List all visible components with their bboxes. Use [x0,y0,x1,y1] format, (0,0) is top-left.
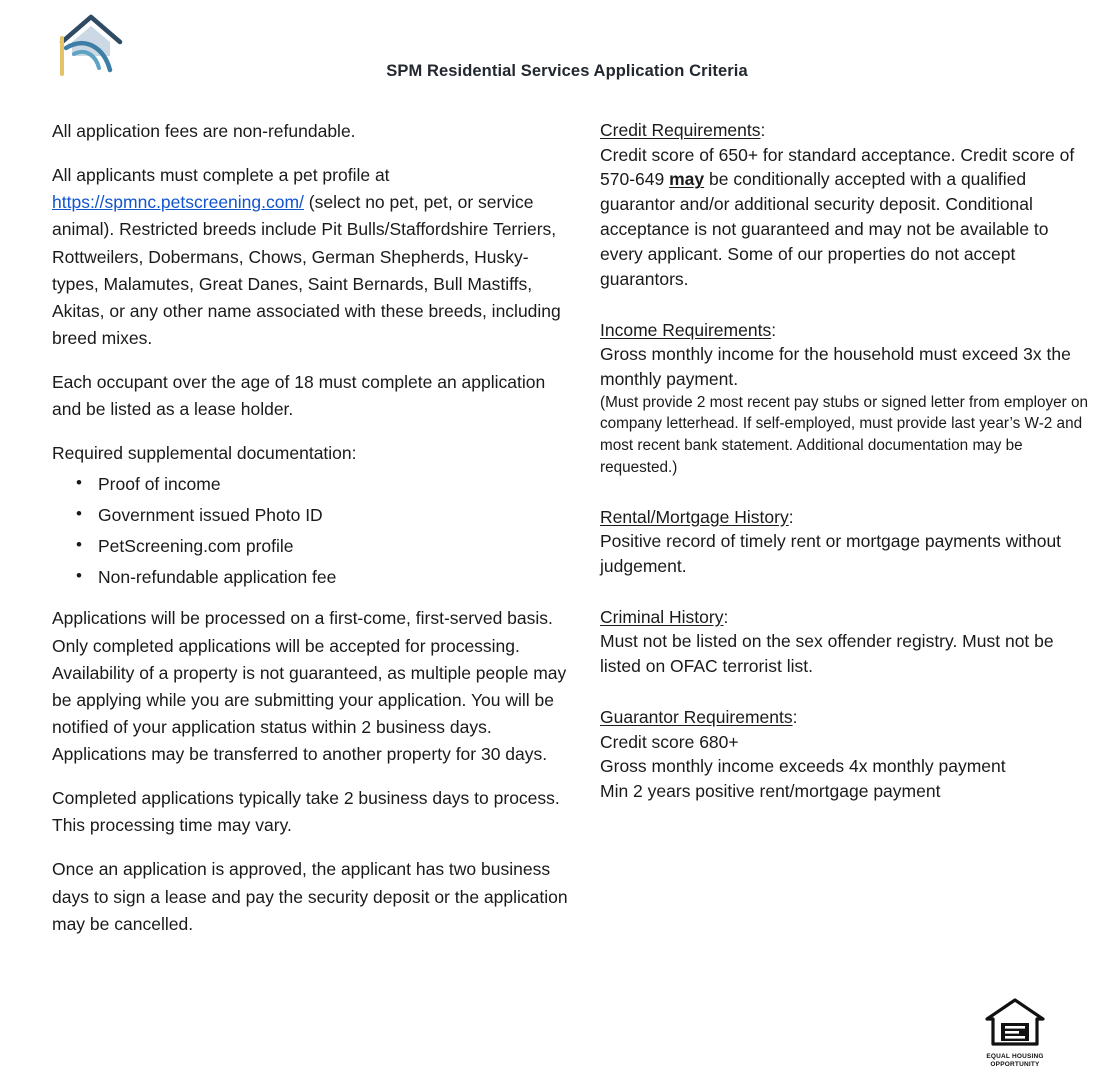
timeline-paragraph: Completed applications typically take 2 business days to process. This processing time may vary. [52,788,560,836]
income-requirements-heading-suffix: : [771,319,777,340]
page-title-text: SPM Residential Services Application Criteria [386,62,748,80]
rental-history-heading-suffix: : [788,506,794,527]
document-body [0,118,1110,955]
guarantor-line-3: Min 2 years positive rent/mortgage payment [600,781,941,802]
eho-caption-line-2: OPPORTUNITY [990,1060,1040,1068]
petscreening-link[interactable]: https://spmnc.petscreening.com/ [52,192,304,213]
guarantor-requirements-section [600,705,1090,804]
income-requirements-body: Gross monthly income for the household must exceed 3x the monthly payment. [600,344,1071,389]
income-requirements-section [600,318,1090,479]
credit-requirements-heading-suffix: : [760,120,766,140]
credit-requirements-section [600,118,1090,292]
credit-requirements-heading-text: Credit Requirements [600,120,761,140]
left-column [52,118,572,955]
income-requirements-heading-text: Income Requirements [600,319,772,340]
processing-paragraph: Applications will be processed on a first-come, first-served basis. Only completed applications will be accepted for processing. Availability of a property is not guaranteed, as multiple people may be applying while you are submitting your application. You will be notified of your application status within 2 business days. Applications may be transferred to another property for 30 days. [52,608,567,764]
pet-profile-paragraph [52,162,572,352]
credit-body-part2: be conditionally accepted with a qualified guarantor and/or additional security deposit. Conditional acceptance is not guaranteed and may not be available to every applicant. Some of our properties do not accept guarantors. [600,169,1049,289]
equal-housing-caption [978,1053,1052,1068]
credit-requirements-heading [600,118,1090,143]
list-item: • PetScreening.com profile [98,535,572,558]
equal-housing-opportunity-block [978,997,1052,1068]
eho-caption-line-1: EQUAL HOUSING [986,1053,1044,1061]
criminal-history-heading [600,605,1090,630]
rental-history-section [600,505,1090,579]
credit-body-part1: Credit score of 650+ for standard acceptance. Credit score of 570-649 [600,144,1075,190]
rental-history-heading [600,505,1090,530]
equal-housing-opportunity-icon [978,997,1052,1052]
pet-profile-text-before: All applicants must complete a pet profile at [52,165,390,186]
right-column [600,118,1090,830]
credit-requirements-body [600,143,1090,292]
list-item: • Non-refundable application fee [98,566,572,589]
list-item: • Proof of income [98,473,572,496]
supplemental-heading: Required supplemental documentation: [52,443,357,464]
page-title [0,62,1110,81]
criminal-history-section [600,605,1090,679]
credit-body-emphasis: may [669,169,705,190]
guarantor-requirements-body [600,730,1090,805]
income-requirements-note: (Must provide 2 most recent pay stubs or signed letter from employer on company letterhead. If self-employed, must provide last year’s W-2 and most recent bank statement. Additional documentation may be requested.) [600,393,1089,476]
rental-history-body: Positive record of timely rent or mortgage payments without judgement. [600,531,1062,576]
guarantor-requirements-heading-suffix: : [792,707,798,727]
fees-paragraph: All application fees are non-refundable. [52,121,356,141]
criminal-history-heading-text: Criminal History [600,606,724,627]
criminal-history-body: Must not be listed on the sex offender registry. Must not be listed on OFAC terrorist list. [600,631,1054,677]
approval-paragraph: Once an application is approved, the applicant has two business days to sign a lease and pay the security deposit or the application may be cancelled. [52,859,568,934]
guarantor-line-1: Credit score 680+ [600,731,739,752]
supplemental-list [52,473,572,588]
criminal-history-heading-suffix: : [723,606,729,627]
pet-profile-text-after: (select no pet, pet, or service animal). Restricted breeds include Pit Bulls/Staffordshire Terriers, Rottweilers, Dobermans, Chows, German Shepherds, Husky-types, Malamutes, Great Danes, Saint Bernards, Bull Mastiffs, Akitas, or any other name associated with these breeds, including breed mixes. [52,192,561,348]
guarantor-line-2: Gross monthly income exceeds 4x monthly payment [600,756,1006,777]
occupants-paragraph: Each occupant over the age of 18 must complete an application and be listed as a lease holder. [52,372,546,420]
document-header [0,0,1110,104]
guarantor-requirements-heading [600,705,1090,730]
rental-history-heading-text: Rental/Mortgage History [600,506,789,527]
income-requirements-heading [600,318,1090,343]
guarantor-requirements-heading-text: Guarantor Requirements [600,707,793,727]
list-item: • Government issued Photo ID [98,504,572,527]
